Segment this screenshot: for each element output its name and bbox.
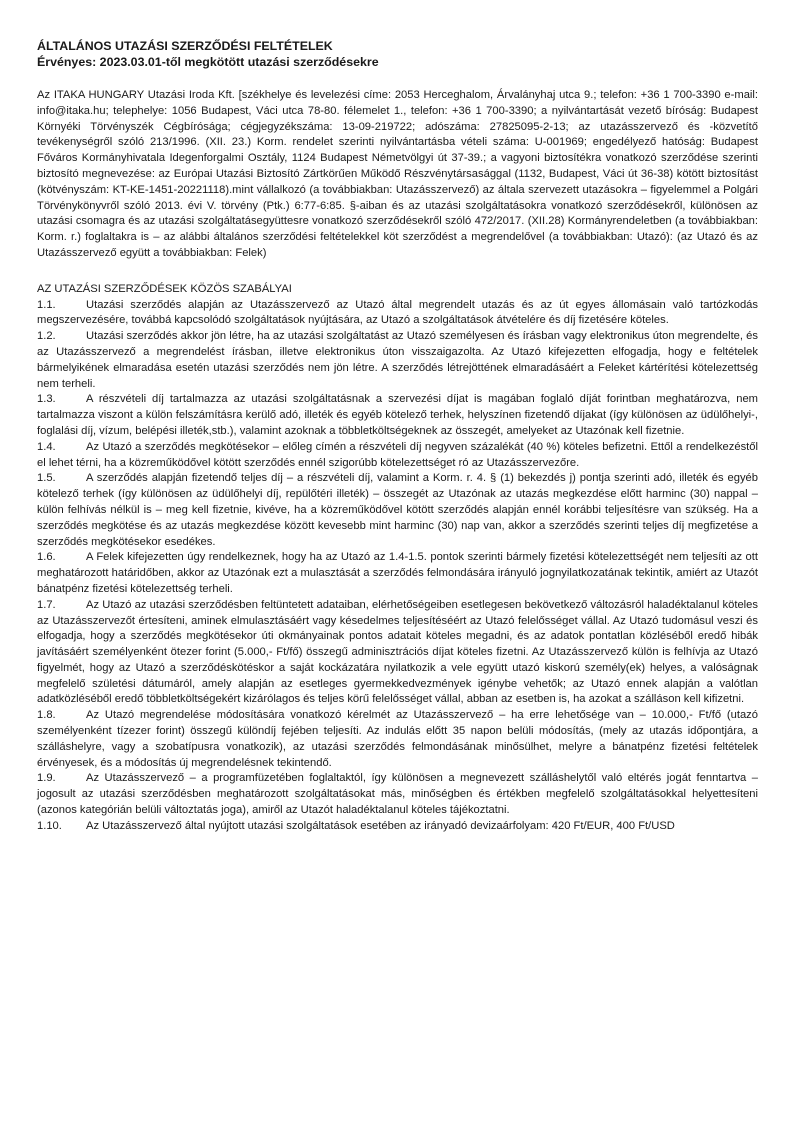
clause-number: 1.4.	[37, 440, 56, 453]
clause-item	[37, 471, 758, 550]
clause-number: 1.9.	[37, 772, 56, 785]
clause-number: 1.2.	[37, 330, 56, 343]
section-title: AZ UTAZÁSI SZERZŐDÉSEK KÖZÖS SZABÁLYAI	[37, 282, 292, 295]
clause-text: Az Utazó az utazási szerződésben feltüntetett adataiban, elérhetőségeiben esetlegesen bekövetkező változásról haladéktalanul köteles az Utazásszervezőt értesíteni, aminek elmulasztásáért vagy késedelmes teljesítéséért az Utazó felelősséget vállal. Az Utazó tudomásul veszi és elfogadja, hogy a szerződés megkötésekor úti okmányainak pontos adatait köteles megadni, és az adatok pontatlan közléséből eredő hibák javításáért személyenként ötezer forint (5.000,- Ft/fő) összegű adminisztrációs díjat köteles fizetni. Az Utazásszervező külön is felhívja az Utazó figyelmét, hogy az Utazó a szerződéskötéskor a saját kockázatára nyilatkozik a vele együtt utazó kiskorú személy(ek) helyes, a valóságnak megfelelő születési dátumáról, amely alapján az esetleges gyermekkedvezmények igénybe vehetők; az Utazó ennek alapján a valótlan adatközléséből eredő többletköltségekért kizárólagos és teljes körű felelősséget vállal, abban az esetben is, ha azokat a szálláson kell kifizetni.	[37, 598, 758, 706]
clause-text: Az Utazó a szerződés megkötésekor – előleg címén a részvételi díj negyven százalékát (40 %) köteles befizetni. Ettől a rendelkezéstől el lehet térni, ha a közreműködővel kötött szerződés ennél szigorúbb kötelezettséget ró az Utazásszervezőre.	[37, 440, 758, 469]
clause-item	[37, 708, 758, 771]
clause-text: Utazási szerződés alapján az Utazásszervező az Utazó által megrendelt utazás és az út egyes állomásain való tartózkodás megszervezésére, továbbá kapcsolódó szolgáltatások nyújtására, az Utazó a szolgáltatások átvételére és díj fizetésére köteles.	[37, 298, 758, 327]
clause-number: 1.3.	[37, 393, 56, 406]
clause-item	[37, 440, 758, 472]
clause-number: 1.1.	[37, 298, 56, 311]
clause-list	[37, 298, 758, 835]
clause-item	[37, 298, 758, 330]
document-subtitle: Érvényes: 2023.03.01-től megkötött utazási szerződésekre	[37, 55, 379, 69]
clause-item	[37, 819, 758, 835]
clause-number: 1.8.	[37, 709, 56, 722]
clause-text: Utazási szerződés akkor jön létre, ha az utazási szolgáltatást az Utazó személyesen és írásban vagy elektronikus úton megrendelte, és az Utazásszervező a megrendelést írásban, illetve elektronikus úton visszaigazolta. Az Utazó kifejezetten elfogadja, hogy e feltételek bármelyikének elmaradása esetén utazási szerződés nem jön létre. A szerződés létrejöttének elmaradásáért a Feleket kártérítési kötelezettség nem terheli.	[37, 330, 758, 390]
document-title: ÁLTALÁNOS UTAZÁSI SZERZŐDÉSI FELTÉTELEK	[37, 39, 333, 53]
clause-item	[37, 771, 758, 818]
clause-text: Az Utazó megrendelése módosítására vonatkozó kérelmét az Utazásszervező – ha erre lehetősége van – 10.000,- Ft/fő (utazó személyenként tízezer forint) összegű különdíj fejében teljesíti. Az indulás előtt 35 napon belüli módosítás, (mely az utazás időpontjára, a szálláshelyre, vagy a szobatípusra vonatkozik), az utazási szerződés felmondásának minősülhet, melyre a bánatpénz fizetési feltételek érvényesek, és a módosítás új megrendelésnek tekintendő.	[37, 709, 758, 769]
clause-text: A részvételi díj tartalmazza az utazási szolgáltatásnak a szervezési díjat is magában foglaló díját forintban meghatározva, nem tartalmazza viszont a külön felszámításra kerülő adó, illeték és egyéb kötelező terhek, helyszínen fizetendő díjakat (így különösen az üdülőhelyi-, foglalási díj, vízum, belépési illeték,stb.), valamint azoknak a többletköltségeknek az összegét, amelyeket az Utazónak kell fizetnie.	[37, 393, 758, 437]
clause-item	[37, 550, 758, 597]
clause-text: A szerződés alapján fizetendő teljes díj – a részvételi díj, valamint a Korm. r. 4. § (1) bekezdés j) pontja szerinti adó, illeték és egyéb kötelező terhek (így különösen az üdülőhelyi díj, repülőtéri illeték) – összegét az Utazónak az utazás megkezdése előtt harminc (30) nappal – külön felhívás nélkül is – meg kell fizetnie, kivéve, ha a közreműködővel kötött szerződés alapján ennél korábbi teljesítésre van szükség. Ha a szerződés megkötése és az utazás megkezdése között kevesebb mint harminc (30) nap van, akkor a szerződés szerinti teljes díj megfizetése a szerződés megkötésekor esedékes.	[37, 472, 758, 548]
clause-item	[37, 392, 758, 439]
clause-text: Az Utazásszervező által nyújtott utazási szolgáltatások esetében az irányadó devizaárfolyam: 420 Ft/EUR, 400 Ft/USD	[86, 819, 675, 832]
clause-number: 1.7.	[37, 598, 56, 611]
clause-text: A Felek kifejezetten úgy rendelkeznek, hogy ha az Utazó az 1.4-1.5. pontok szerinti bármely fizetési kötelezettségét nem teljesíti az ott meghatározott határidőben, akkor az Utazónak ezt a mulasztását a szerződés felmondására irányuló jognyilatkozatának tekintik, amiért az Utazót bánatpénz fizetési kötelezettség terheli.	[37, 551, 758, 595]
clause-number: 1.5.	[37, 472, 56, 485]
intro-paragraph: Az ITAKA HUNGARY Utazási Iroda Kft. [székhelye és levelezési címe: 2053 Herceghalom, Árvalányhaj utca 9.; telefon: +36 1 700-3390 e-mail: info@itaka.hu; telephelye: 1056 Budapest, Váci utca 78-80. félemelet 1., telefon: +36 1 700-3390; a nyilvántartását vezető bíróság: Budapest Környéki Törvényszék Cégbírósága; cégjegyzékszáma: 13-09-219722; adószáma: 27825095-2-13; az utazásszervező és -közvetítő tevékenységről szóló 213/1996. (XII. 23.) Korm. rendelet szerinti nyilvántartásba vételi száma: U-001969; engedélyező hatóság: Budapest Főváros Kormányhivatala Idegenforgalmi Osztály, 1124 Budapest Németvölgyi út 37-39.; a vagyoni biztosítékra vonatkozó szerződése szerinti biztosító megnevezése: az Európai Utazási Biztosító Zártkörűen Működő Részvénytársasággal (1132, Budapest, Váci út 36-38) kötött biztosítást (kötvényszám: KT-KE-1451-20221118).mint vállalkozó (a továbbiakban: Utazásszervező) az általa szervezett utazásokra – figyelemmel a Polgári Törvénykönyvről szóló 2013. évi V. törvény (Ptk.) 6:77-6:85. §-aiban és az utazási szolgáltatásokra vonatkozó szerződésekről, különösen az utazási csomagra és az utazási szolgáltatásegyüttesre vonatkozó szerződésekről szóló 472/2017. (XII.28) Kormányrendeletben (a továbbiakban: Korm. r.) foglaltakra is – az alábbi általános szerződési feltételekkel köt szerződést a megrendelővel (a továbbiakban: Utazó): (az Utazó és az Utazásszervező együtt a továbbiakban: Felek)	[37, 89, 758, 259]
clause-item	[37, 329, 758, 392]
clause-number: 1.10.	[37, 819, 62, 832]
clause-item	[37, 598, 758, 709]
clause-number: 1.6.	[37, 551, 56, 564]
clause-text: Az Utazásszervező – a programfüzetében foglaltaktól, így különösen a megnevezett szálláshelytől való eltérés jogát fenntartva – jogosult az utazási szerződésben meghatározott szolgáltatásokat más, minőségben és értékben megfelelő szolgáltatásokkal helyettesíteni (azonos kategórián belüli változtatás joga), amiről az Utazót haladéktalanul köteles tájékoztatni.	[37, 772, 758, 817]
